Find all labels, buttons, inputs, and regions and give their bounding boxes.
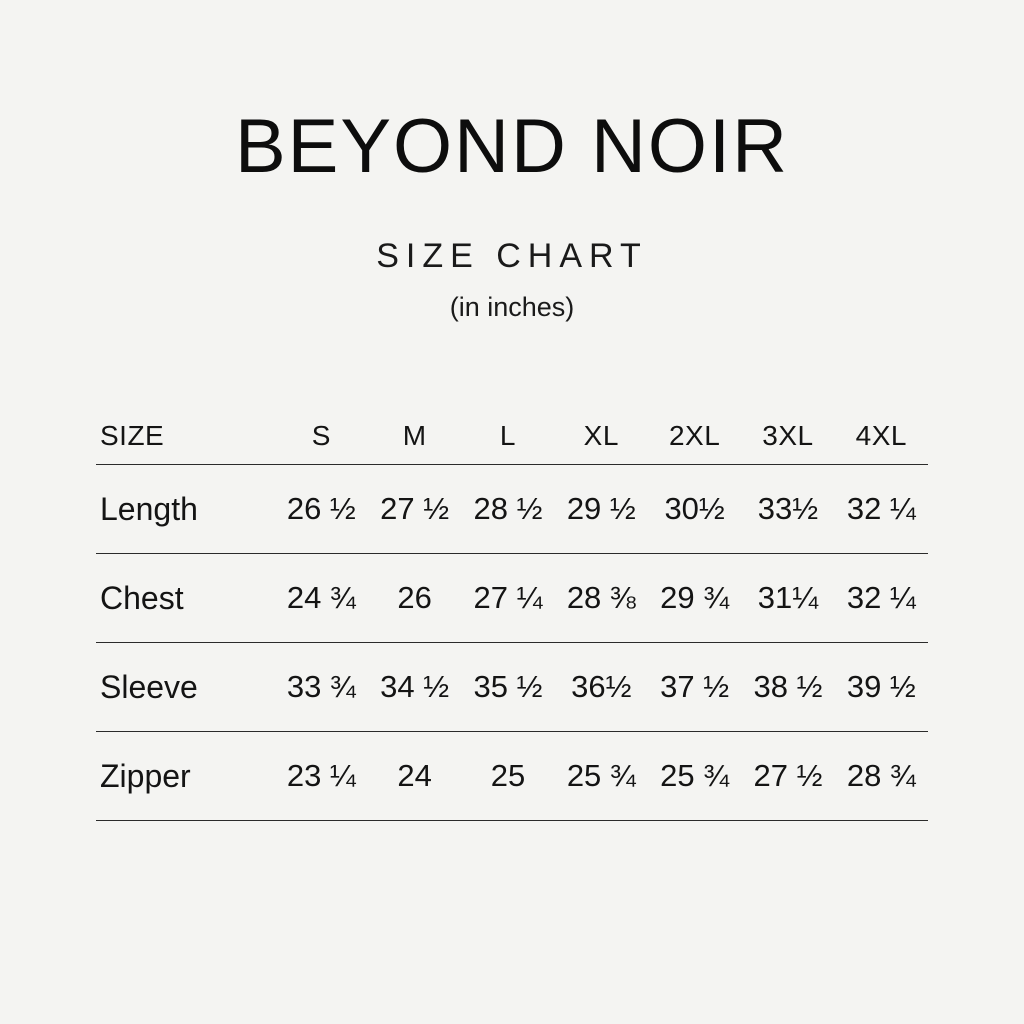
cell-sleeve-xl: 36½ xyxy=(555,643,648,732)
cell-sleeve-s: 33 ¾ xyxy=(275,643,368,732)
cell-chest-4xl: 32 ¼ xyxy=(835,554,928,643)
cell-chest-3xl: 31¼ xyxy=(741,554,834,643)
column-header-size: SIZE xyxy=(96,408,275,465)
row-label-chest: Chest xyxy=(96,554,275,643)
size-table-head xyxy=(96,408,928,465)
cell-sleeve-l: 35 ½ xyxy=(461,643,554,732)
size-table-body xyxy=(96,465,928,821)
table-row xyxy=(96,554,928,643)
cell-sleeve-3xl: 38 ½ xyxy=(741,643,834,732)
cell-chest-m: 26 xyxy=(368,554,461,643)
column-header-l: L xyxy=(461,408,554,465)
cell-length-s: 26 ½ xyxy=(275,465,368,554)
cell-length-xl: 29 ½ xyxy=(555,465,648,554)
cell-chest-l: 27 ¼ xyxy=(461,554,554,643)
cell-zipper-s: 23 ¼ xyxy=(275,732,368,821)
cell-length-m: 27 ½ xyxy=(368,465,461,554)
brand-title: BEYOND NOIR xyxy=(234,104,790,189)
table-row xyxy=(96,465,928,554)
row-label-sleeve: Sleeve xyxy=(96,643,275,732)
table-row xyxy=(96,643,928,732)
cell-length-l: 28 ½ xyxy=(461,465,554,554)
cell-zipper-xl: 25 ¾ xyxy=(555,732,648,821)
cell-chest-s: 24 ¾ xyxy=(275,554,368,643)
cell-zipper-m: 24 xyxy=(368,732,461,821)
cell-length-3xl: 33½ xyxy=(741,465,834,554)
cell-sleeve-2xl: 37 ½ xyxy=(648,643,741,732)
size-table-container xyxy=(96,408,928,821)
table-row xyxy=(96,732,928,821)
column-header-4xl: 4XL xyxy=(835,408,928,465)
size-table xyxy=(96,408,928,821)
cell-chest-2xl: 29 ¾ xyxy=(648,554,741,643)
cell-zipper-l: 25 xyxy=(461,732,554,821)
column-header-2xl: 2XL xyxy=(648,408,741,465)
row-label-length: Length xyxy=(96,465,275,554)
column-header-m: M xyxy=(368,408,461,465)
cell-length-2xl: 30½ xyxy=(648,465,741,554)
cell-chest-xl: 28 ⅜ xyxy=(555,554,648,643)
cell-sleeve-m: 34 ½ xyxy=(368,643,461,732)
chart-subtitle: SIZE CHART xyxy=(376,237,648,275)
cell-zipper-4xl: 28 ¾ xyxy=(835,732,928,821)
cell-sleeve-4xl: 39 ½ xyxy=(835,643,928,732)
cell-zipper-2xl: 25 ¾ xyxy=(648,732,741,821)
column-header-xl: XL xyxy=(555,408,648,465)
row-label-zipper: Zipper xyxy=(96,732,275,821)
column-header-3xl: 3XL xyxy=(741,408,834,465)
chart-units-label: (in inches) xyxy=(449,292,575,322)
cell-length-4xl: 32 ¼ xyxy=(835,465,928,554)
column-header-s: S xyxy=(275,408,368,465)
cell-zipper-3xl: 27 ½ xyxy=(741,732,834,821)
table-header-row xyxy=(96,408,928,465)
